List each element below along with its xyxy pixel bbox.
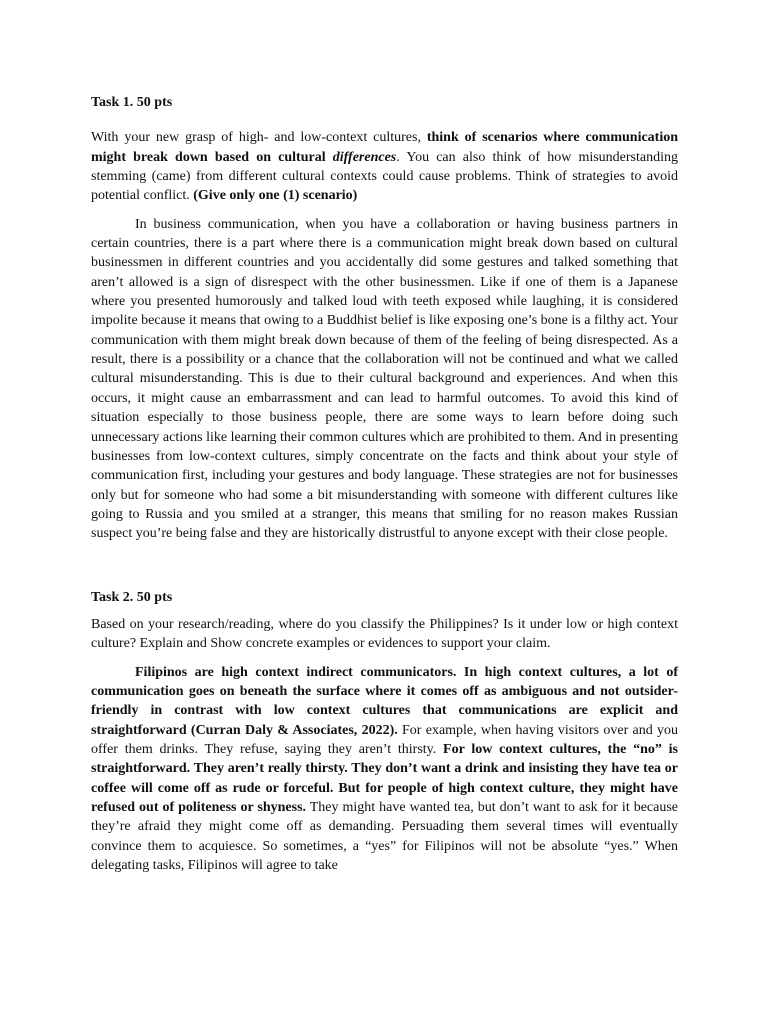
task2-answer <box>91 663 678 876</box>
task1-prompt-body: . You can also think of how misunderstanding stemming (came) from different cultural contexts could cause problems. Think of strategies to avoid potential conflict. <box>91 149 678 204</box>
task2-heading: Task 2. 50 pts <box>91 589 173 605</box>
task1-answer: In business communication, when you have a collaboration or having business partners in certain countries, there is a part where there is a communication might break down based on cultural businessmen in different countries and you accidentally did some gestures and talked something that aren’t allowed is a sign of disrespect with the other businessmen. Like if one of them is a Japanese where you presented humorously and talked loud with teeth exposed while laughing, it is considered impolite because it means that owing to a Buddhist belief is like exposing one’s bone is a filthy act. Your communication with them might break down because of them of the feeling of being disrespected. As a result, there is a possibility or a chance that the collaboration will not be continued and what we called cultural misunderstanding. This is due to their cultural background and experiences. And when this occurs, it might cause an embarrassment and can lead to harmful outcomes. To avoid this kind of situation especially to those business people, there are some ways to learn before doing such unnecessary actions like learning their common cultures which are prohibited to them. And in presenting businesses from low-context cultures, simply concentrate on the facts and think about your style of communication first, including your gestures and body language. These strategies are not for businesses only but for someone who had some a bit misunderstanding with someone with different cultures like going to Russia and you smiled at a stranger, this means that smiling for no reason makes Russian suspect you’re being false and they are historically distrustful to anyone except with their close people. <box>91 216 678 542</box>
task2-answer-thesis: Filipinos are high context indirect communicators. In high context cultures, a lot of communication goes on beneath the surface where it comes off as ambiguous and not outsider-friendly in contrast with low context cultures that communications are explicit and straightforward (Curran Daly & Associates, 2022). <box>91 664 678 738</box>
document-body <box>91 93 678 875</box>
task2-answer-contrast: For low context cultures, the “no” is straightforward. They aren’t really thirsty. They don’t want a drink and insisting they have tea or coffee will come off as rude or forceful. But for people of high context culture, they might have refused out of politeness or shyness. <box>91 741 678 815</box>
task1-prompt-instruction: (Give only one (1) scenario) <box>193 188 358 204</box>
task2-prompt: Based on your research/reading, where do you classify the Philippines? Is it under low or high context culture? Explain and Show concrete examples or evidences to support your claim. <box>91 616 678 652</box>
task1-prompt <box>91 128 678 205</box>
task2-answer-continuation: They might have wanted tea, but don’t want to ask for it because they’re afraid they might come off as demanding. Persuading them several times will eventually convince them to acquiesce. So sometimes, a “yes” for Filipinos will not be absolute “yes.” When delegating tasks, Filipinos will agree to take <box>91 800 678 874</box>
task1-heading: Task 1. 50 pts <box>91 95 173 110</box>
task2-answer-example: For example, when having visitors over and you offer them drinks. They refuse, saying they aren’t thirsty. <box>91 722 678 757</box>
task1-prompt-italic: differences <box>332 149 397 165</box>
task1-prompt-intro: With your new grasp of high- and low-context cultures, <box>91 130 427 146</box>
task1-prompt-emphasis: think of scenarios where communication might break down based on cultural differences <box>91 130 679 165</box>
